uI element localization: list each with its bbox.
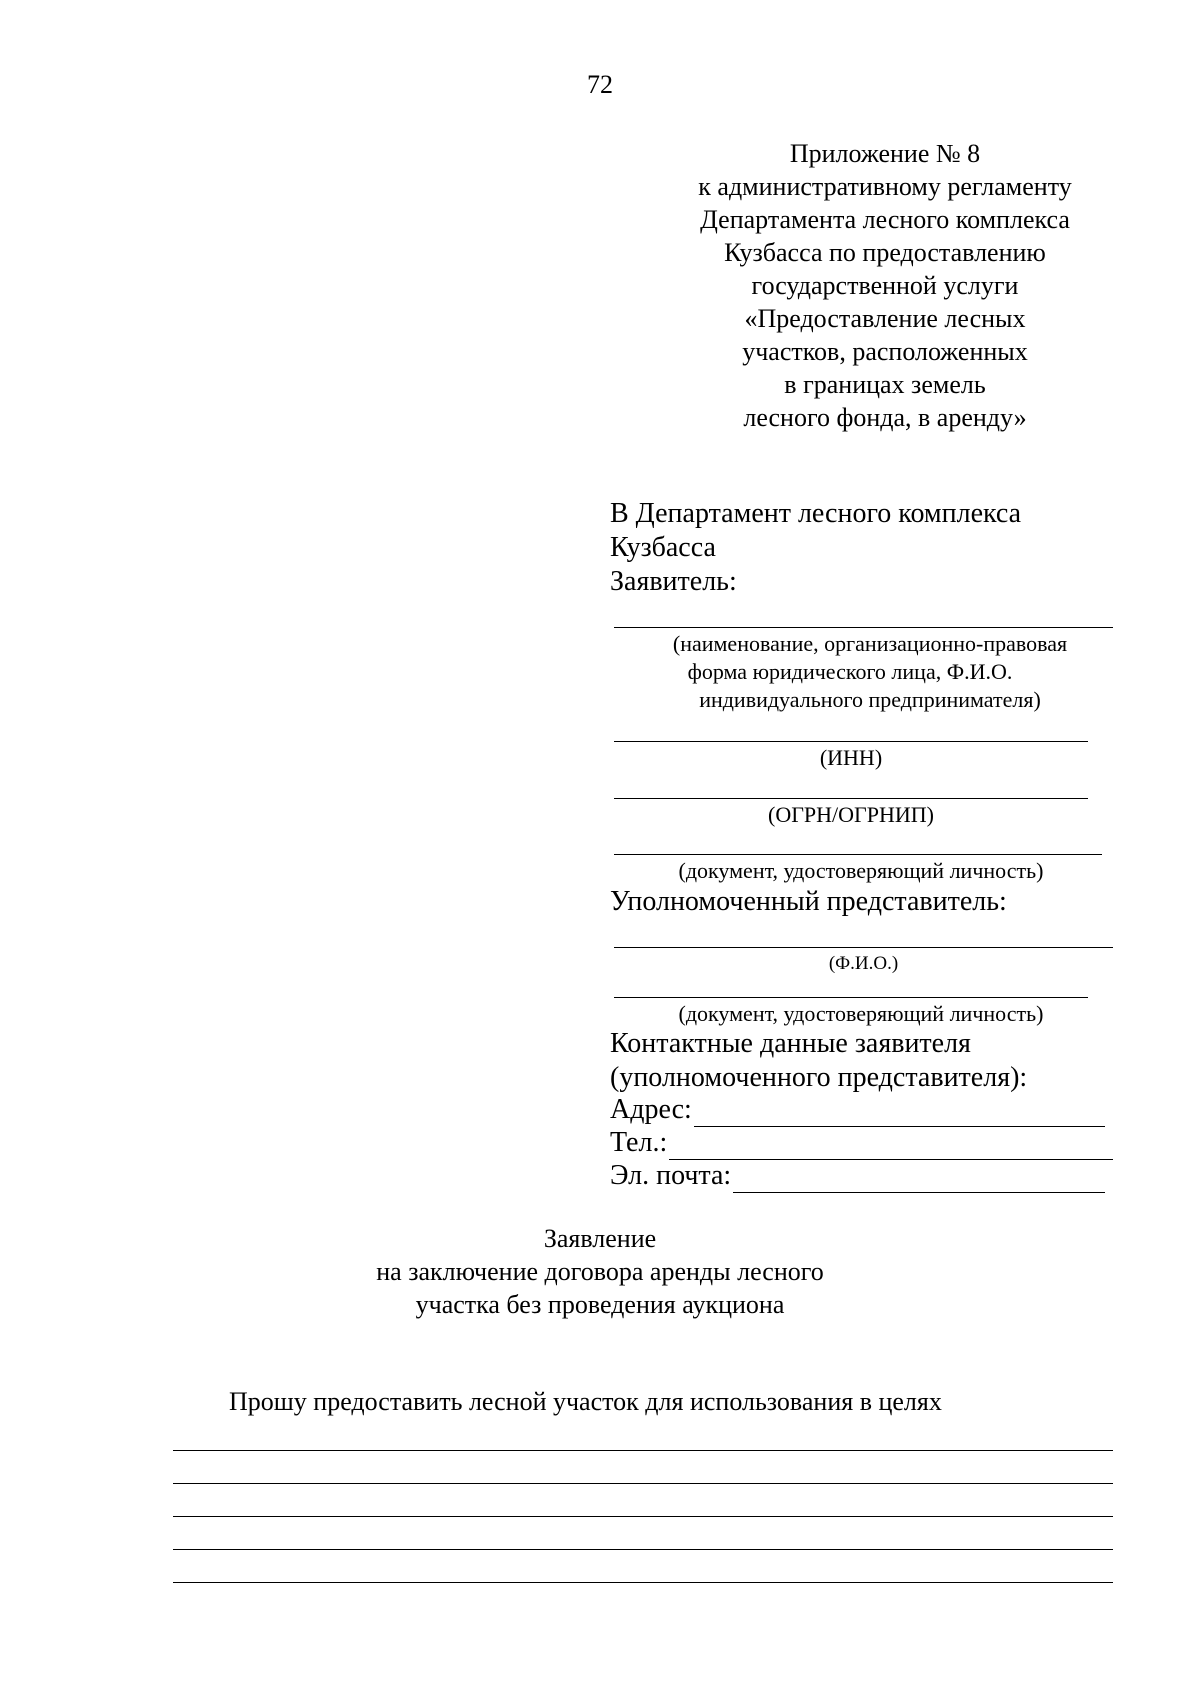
representative-id-document-field[interactable] [614,997,1088,998]
phone-label: Тел.: [610,1127,668,1158]
addressee-line: В Департамент лесного комплекса [610,498,1022,529]
addressee-line: Кузбасса [610,532,716,563]
purpose-line[interactable] [173,1582,1113,1583]
address-row [610,1093,1105,1127]
representative-fio-field[interactable] [614,947,1113,948]
request-text: Прошу предоставить лесной участок для использования в целях [229,1387,942,1416]
contacts-label: (уполномоченного представителя): [610,1062,1028,1093]
purpose-line[interactable] [173,1516,1113,1517]
email-label: Эл. почта: [610,1160,732,1191]
statement-title-line: Заявление [543,1224,657,1253]
appendix-heading [660,137,1110,434]
applicant-id-document-field[interactable] [614,854,1102,855]
appendix-line: «Предоставление лесных [744,304,1026,333]
ogrn-hint: (ОГРН/ОГРНИП) [768,802,934,827]
inn-hint: (ИНН) [819,745,883,770]
appendix-line: участков, расположенных [742,337,1028,366]
appendix-line: в границах земель [784,370,986,399]
appendix-line: Кузбасса по предоставлению [724,238,1046,267]
address-field[interactable] [694,1100,1105,1127]
representative-label: Уполномоченный представитель: [610,886,1007,917]
representative-id-document-hint: (документ, удостоверяющий личность) [678,1001,1044,1026]
email-row [610,1159,1105,1193]
addressee-block [610,497,1130,599]
statement-title-line: на заключение договора аренды лесного [376,1257,824,1286]
applicant-name-hint: индивидуального предпринимателя) [699,687,1041,712]
appendix-line: Приложение № 8 [789,139,981,168]
appendix-line: Департамента лесного комплекса [700,205,1070,234]
statement-title [300,1222,900,1321]
appendix-line: к административному регламенту [698,172,1072,201]
applicant-id-document-hint: (документ, удостоверяющий личность) [678,858,1044,883]
appendix-line: государственной услуги [751,271,1019,300]
applicant-label: Заявитель: [610,566,737,597]
representative-fio-hint: (Ф.И.О.) [828,953,899,974]
ogrn-field[interactable] [614,798,1088,799]
purpose-line[interactable] [173,1450,1113,1451]
contacts-label: Контактные данные заявителя [610,1028,971,1059]
address-label: Адрес: [610,1094,692,1125]
phone-row [610,1126,1113,1160]
page-number: 72 [587,70,613,99]
statement-title-line: участка без проведения аукциона [415,1290,785,1319]
purpose-line[interactable] [173,1549,1113,1550]
purpose-line[interactable] [173,1483,1113,1484]
email-field[interactable] [733,1166,1105,1193]
applicant-name-hint: форма юридического лица, Ф.И.О. [687,659,1013,684]
applicant-name-field[interactable] [614,627,1113,628]
applicant-name-hint: (наименование, организационно-правовая [672,631,1068,656]
inn-field[interactable] [614,741,1088,742]
appendix-line: лесного фонда, в аренду» [743,403,1027,432]
phone-field[interactable] [669,1133,1113,1160]
